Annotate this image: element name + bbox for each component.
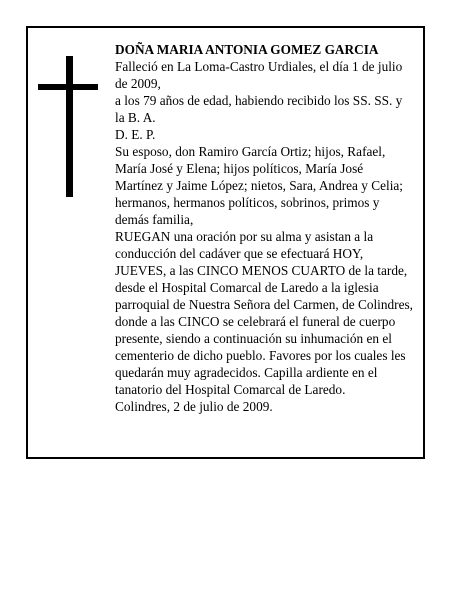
notice-line: presente, siendo a continuación su inhumación en el <box>115 331 392 346</box>
notice-line: hermanos, hermanos políticos, sobrinos, primos y <box>115 195 380 210</box>
notice-line: a los 79 años de edad, habiendo recibido los SS. SS. y <box>115 93 403 108</box>
notice-line: conducción del cadáver que se efectuará HOY, <box>115 246 364 261</box>
notice-line: quedarán muy agradecidos. Capilla ardiente en el <box>115 365 378 380</box>
notice-line: de 2009, <box>115 76 161 91</box>
notice-line: donde a las CINCO se celebrará el funeral de cuerpo <box>115 314 396 329</box>
notice-line: parroquial de Nuestra Señora del Carmen, de Colindres, <box>115 297 413 312</box>
deceased-name: DOÑA MARIA ANTONIA GOMEZ GARCIA <box>115 42 379 57</box>
cross-horizontal-bar <box>38 84 98 90</box>
notice-line: JUEVES, a las CINCO MENOS CUARTO de la tarde, <box>115 263 408 278</box>
notice-line: Falleció en La Loma-Castro Urdiales, el día 1 de julio <box>115 59 403 74</box>
notice-text <box>115 41 422 415</box>
notice-line: RUEGAN una oración por su alma y asistan a la <box>115 229 374 244</box>
notice-line: Colindres, 2 de julio de 2009. <box>115 399 273 414</box>
notice-line: desde el Hospital Comarcal de Laredo a la iglesia <box>115 280 379 295</box>
notice-line: Su esposo, don Ramiro García Ortiz; hijos, Rafael, <box>115 144 386 159</box>
notice-line: tanatorio del Hospital Comarcal de Laredo. <box>115 382 346 397</box>
notice-line: la B. A. <box>115 110 156 125</box>
notice-line: María José y Elena; hijos políticos, María José <box>115 161 364 176</box>
notice-line: cementerio de dicho pueblo. Favores por los cuales les <box>115 348 406 363</box>
notice-line: D. E. P. <box>115 127 156 142</box>
notice-line: demás familia, <box>115 212 194 227</box>
cross-vertical-bar <box>66 56 73 197</box>
notice-line: Martínez y Jaime López; nietos, Sara, Andrea y Celia; <box>115 178 404 193</box>
obituary-notice <box>26 26 425 459</box>
